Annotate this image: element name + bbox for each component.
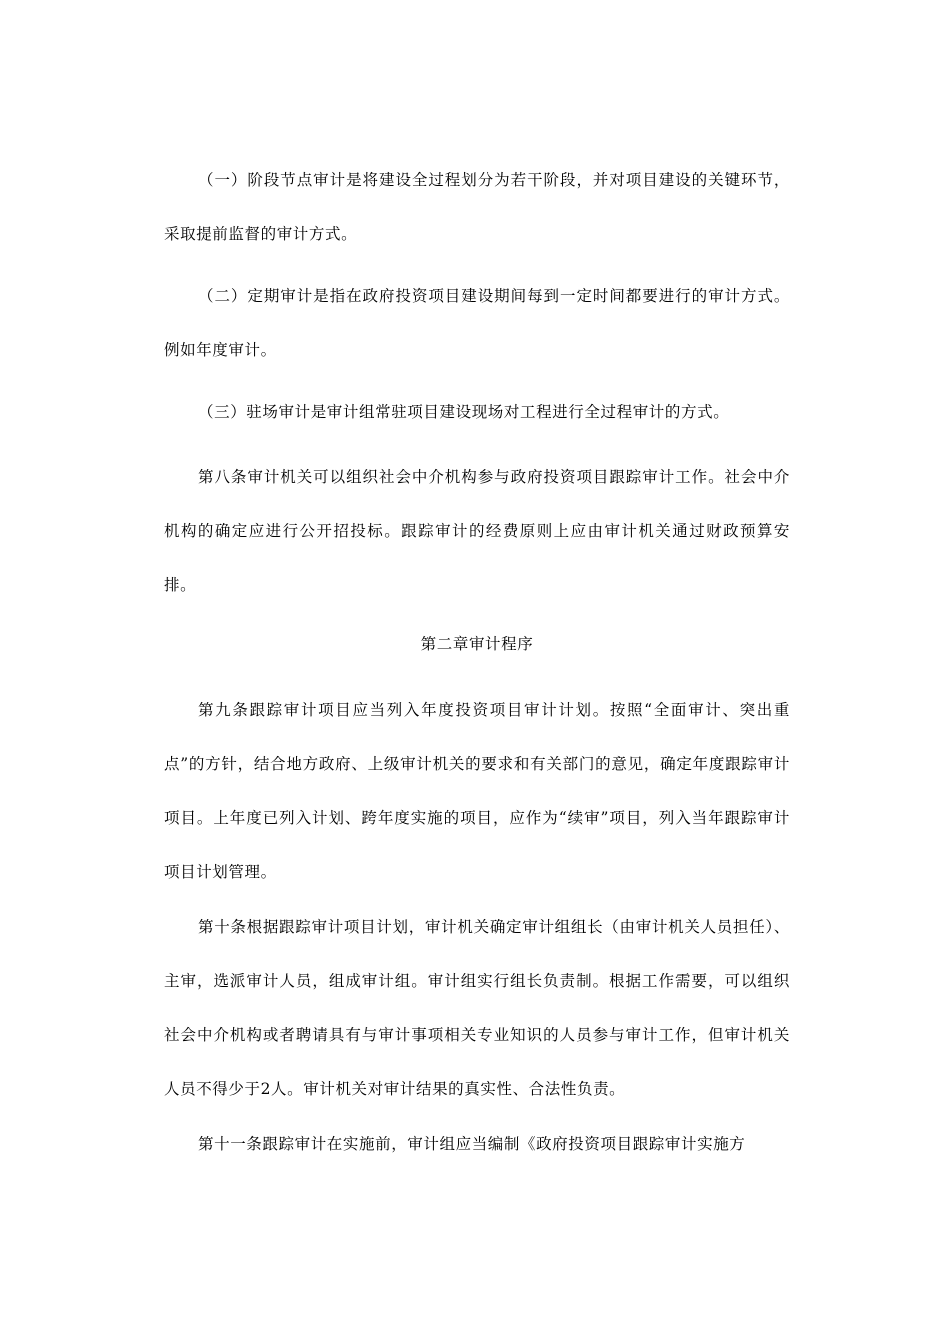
paragraph-stage-node-audit: （一）阶段节点审计是将建设全过程划分为若干阶段，并对项目建设的关键环节，采取提前监督的审计方式。 (164, 171, 790, 243)
paragraph-onsite-audit: （三）驻场审计是审计组常驻项目建设现场对工程进行全过程审计的方式。 (198, 403, 730, 421)
paragraph-article-9: 第九条跟踪审计项目应当列入年度投资项目审计计划。按照“全面审计、突出重点”的方针，结合地方政府、上级审计机关的要求和有关部门的意见，确定年度跟踪审计项目。上年度已列入计划、跨年度实施的项目，应作为“续审”项目，列入当年跟踪审计项目计划管理。 (164, 701, 790, 881)
chapter-heading: 第二章审计程序 (420, 635, 534, 653)
paragraph-article-10: 第十条根据跟踪审计项目计划，审计机关确定审计组组长（由审计机关人员担任）、主审，选派审计人员，组成审计组。审计组实行组长负责制。根据工作需要，可以组织社会中介机构或者聘请具有与审计事项相关专业知识的人员参与审计工作，但审计机关人员不得少于2人。审计机关对审计结果的真实性、合法性负责。 (164, 918, 790, 1098)
paragraph-periodic-audit: （二）定期审计是指在政府投资项目建设期间每到一定时间都要进行的审计方式。例如年度审计。 (164, 287, 790, 359)
paragraph-article-11: 第十一条跟踪审计在实施前，审计组应当编制《政府投资项目跟踪审计实施方 (198, 1135, 746, 1153)
paragraph-article-8: 第八条审计机关可以组织社会中介机构参与政府投资项目跟踪审计工作。社会中介机构的确定应进行公开招投标。跟踪审计的经费原则上应由审计机关通过财政预算安排。 (164, 468, 790, 594)
